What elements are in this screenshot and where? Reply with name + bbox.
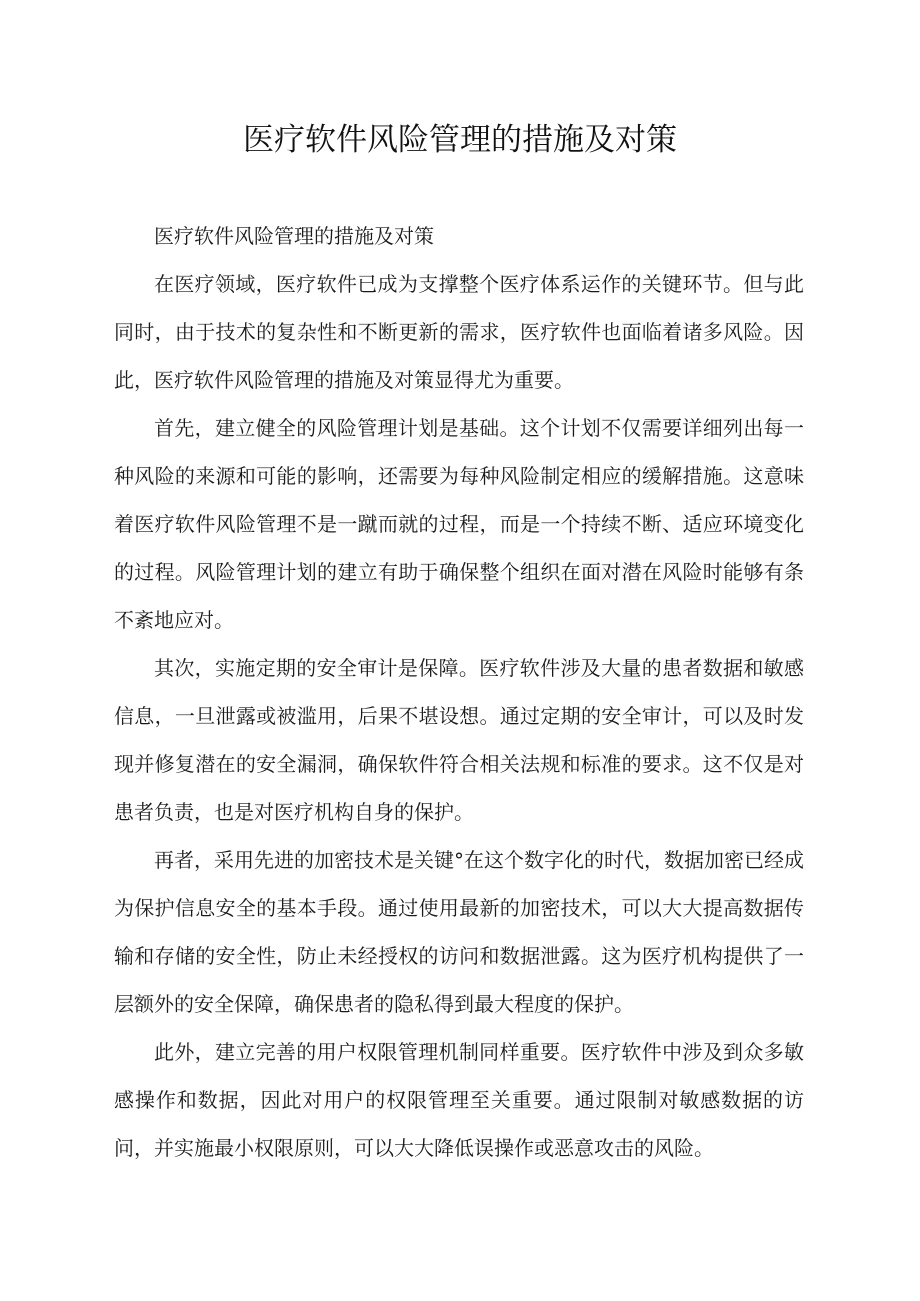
paragraph-subtitle: 医疗软件风险管理的措施及对策 <box>154 224 434 248</box>
paragraph-fourth: 此外，建立完善的用户权限管理机制同样重要。医疗软件中涉及到众多敏感操作和数据，因此对用户的权限管理至关重要。通过限制对敏感数据的访问，并实施最小权限原则，可以大大降低误操作或恶意攻击的风险。 <box>114 1040 804 1160</box>
document-body <box>114 212 804 1172</box>
paragraph-second: 其次，实施定期的安全审计是保障。医疗软件涉及大量的患者数据和敏感信息，一旦泄露或被滥用，后果不堪设想。通过定期的安全审计，可以及时发现并修复潜在的安全漏洞，确保软件符合相关法规和标准的要求。这不仅是对患者负责，也是对医疗机构自身的保护。 <box>114 656 804 824</box>
paragraph-intro: 在医疗领域，医疗软件已成为支撑整个医疗体系运作的关键环节。但与此同时，由于技术的复杂性和不断更新的需求，医疗软件也面临着诸多风险。因此，医疗软件风险管理的措施及对策显得尤为重要。 <box>114 272 804 392</box>
paragraph-third: 再者，采用先进的加密技术是关键°在这个数字化的时代，数据加密已经成为保护信息安全的基本手段。通过使用最新的加密技术，可以大大提高数据传输和存储的安全性，防止未经授权的访问和数据泄露。这为医疗机构提供了一层额外的安全保障，确保患者的隐私得到最大程度的保护。 <box>114 848 804 1016</box>
paragraph-first: 首先，建立健全的风险管理计划是基础。这个计划不仅需要详细列出每一种风险的来源和可能的影响，还需要为每种风险制定相应的缓解措施。这意味着医疗软件风险管理不是一蹴而就的过程，而是一个持续不断、适应环境变化的过程。风险管理计划的建立有助于确保整个组织在面对潜在风险时能够有条不紊地应对。 <box>114 416 804 632</box>
document-title: 医疗软件风险管理的措施及对策 <box>243 122 677 158</box>
